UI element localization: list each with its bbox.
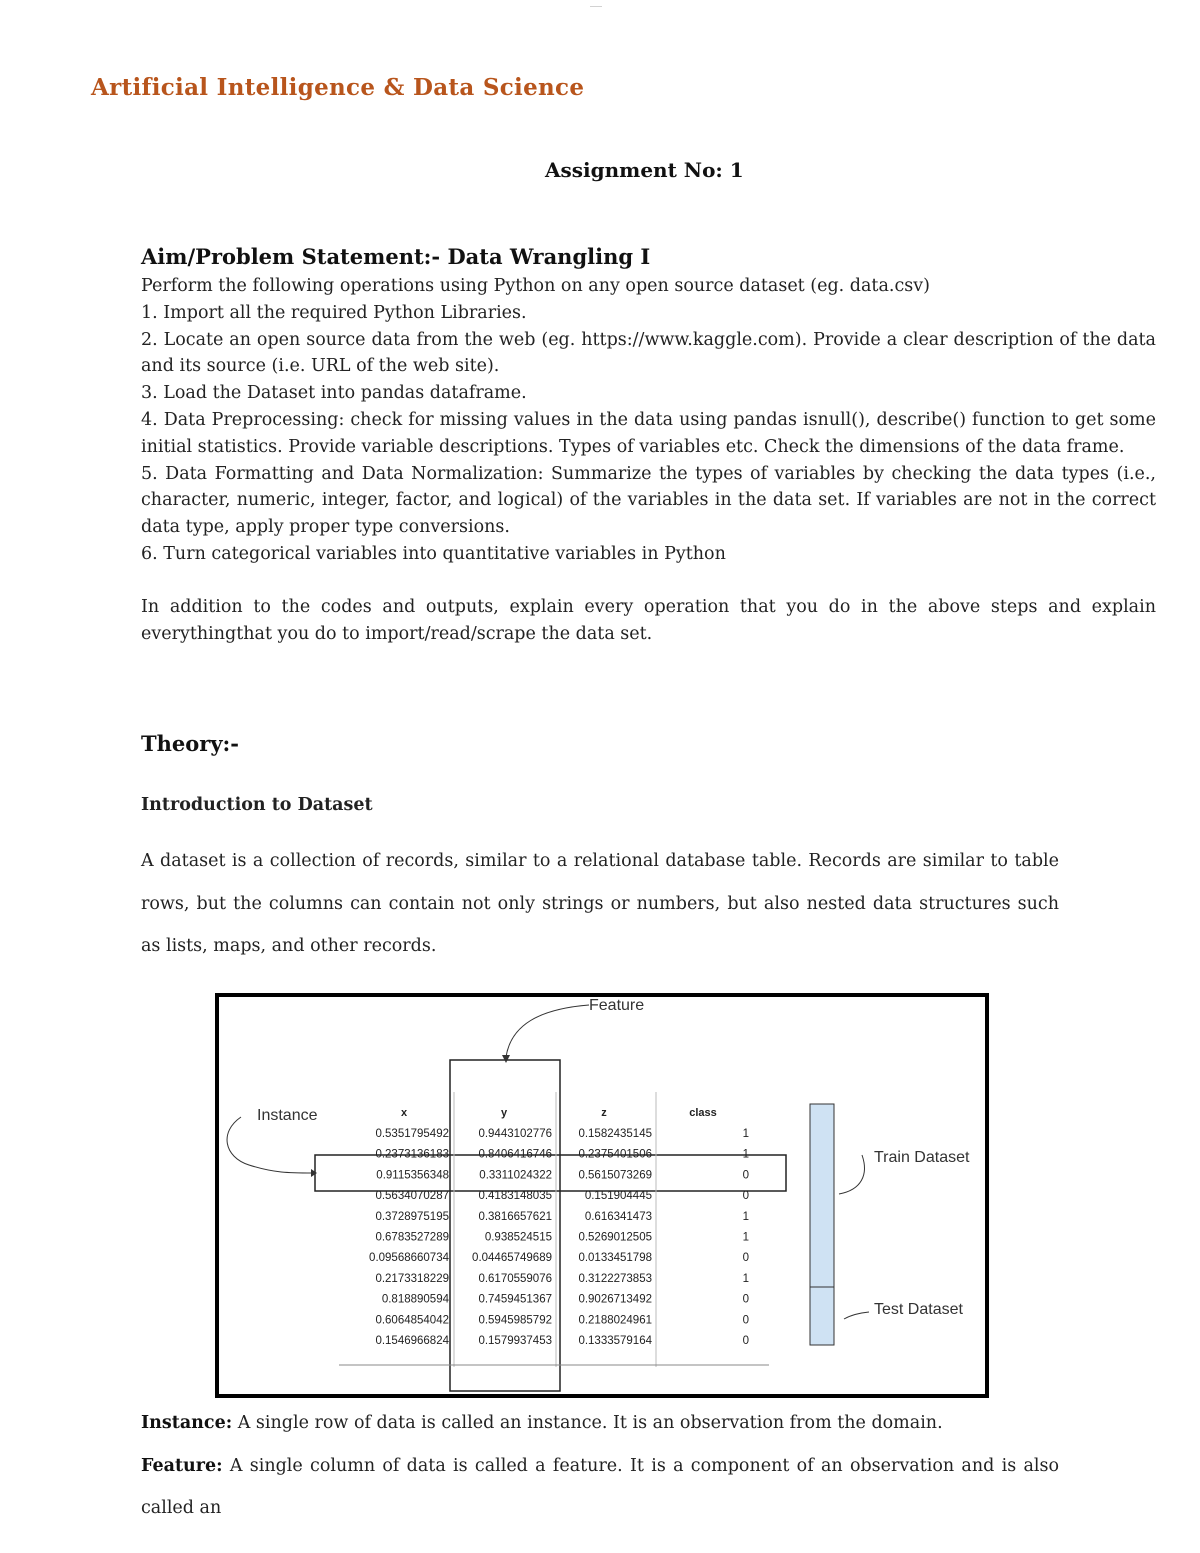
table-cell: 1	[742, 1272, 749, 1285]
table-cell: 0.3728975195	[375, 1210, 449, 1223]
table-cell: 0.5615073269	[578, 1169, 652, 1182]
table-cell: 0.9115356348	[376, 1169, 449, 1182]
table-cell: 0.5634070287	[375, 1190, 449, 1203]
table-cell: 0.3816657621	[478, 1210, 552, 1223]
table-cell: 0	[742, 1335, 749, 1347]
aim-step-2: 2. Locate an open source data from the web (eg. https://www.kaggle.com). Provide a clear description of the data and its source (i.e. URL of the web site).	[141, 329, 1156, 377]
table-cell: 0.818890594	[381, 1293, 449, 1306]
table-header-cell: class	[689, 1107, 717, 1119]
dataset-subheading: Introduction to Dataset	[141, 795, 373, 815]
table-cell: 0.2375401506	[578, 1148, 652, 1161]
table-grid	[369, 1107, 749, 1347]
instance-label: Instance	[257, 1107, 318, 1124]
table-cell: 0.8406416746	[478, 1148, 552, 1161]
table-cell: 0.1582435145	[578, 1128, 652, 1140]
aim-heading: Aim/Problem Statement:- Data Wrangling I	[141, 244, 651, 269]
definition-text: A single row of data is called an instance. It is an observation from the domain.	[232, 1413, 943, 1433]
dataset-diagram	[219, 997, 985, 1394]
table-cell: 0.09568660734	[369, 1252, 449, 1265]
table-cell: 1	[742, 1128, 749, 1140]
table-cell: 0.9026713492	[578, 1293, 652, 1306]
table-cell: 0.7459451367	[478, 1293, 552, 1306]
test-label: Test Dataset	[874, 1301, 963, 1318]
table-cell: 1	[742, 1231, 749, 1244]
table-cell: 0.5351795492	[375, 1128, 449, 1140]
table-cell: 0.3311024322	[479, 1169, 552, 1182]
instance-arrow	[227, 1117, 313, 1173]
table-header-cell: y	[500, 1107, 508, 1119]
train-label: Train Dataset	[874, 1149, 970, 1166]
assignment-title: Assignment No: 1	[545, 158, 744, 182]
test-segment	[810, 1287, 834, 1345]
definition-instance	[141, 1402, 1059, 1445]
aim-closing: In addition to the codes and outputs, explain every operation that you do in the above steps and explain everythingthat you do to import/read/scrape the data set.	[141, 596, 1156, 644]
table-cell: 0.2373136183	[375, 1148, 449, 1161]
table-cell: 0	[742, 1293, 749, 1306]
definition-text: A single column of data is called a feature. It is a component of an observation and is also called an	[141, 1455, 1059, 1518]
aim-step-4: 4. Data Preprocessing: check for missing values in the data using pandas isnull(), describe() function to get some initial statistics. Provide variable descriptions. Types of variables etc. Check the dimensions of the data frame.	[141, 409, 1156, 457]
corner-mark: ____	[590, 0, 602, 7]
feature-arrow	[506, 1005, 589, 1057]
table-header-cell: z	[601, 1107, 607, 1119]
definitions	[141, 1402, 1059, 1530]
dataset-paragraph: A dataset is a collection of records, similar to a relational database table. Records are similar to table rows, but the columns can contain not only strings or numbers, but also nested data structures such as lists, maps, and other records.	[141, 851, 1059, 956]
table-cell: 0.9443102776	[478, 1128, 552, 1140]
definition-term: Feature:	[141, 1455, 223, 1476]
test-connector	[844, 1312, 869, 1319]
table-cell: 0.2188024961	[578, 1314, 652, 1327]
table-cell: 0.3122273853	[578, 1272, 652, 1285]
table-cell: 0.1546966824	[375, 1335, 449, 1347]
aim-step-1: 1. Import all the required Python Libraries.	[141, 302, 527, 323]
table-cell: 0.04465749689	[472, 1252, 552, 1265]
table-cell: 0.5945985792	[478, 1314, 552, 1327]
table-cell: 0.1333579164	[578, 1335, 652, 1347]
table-cell: 0.6783527289	[375, 1231, 449, 1244]
table-cell: 0.1579937453	[478, 1335, 552, 1347]
table-cell: 0.6170559076	[478, 1272, 552, 1285]
train-brace	[839, 1155, 864, 1194]
table-cell: 0.938524515	[484, 1231, 552, 1244]
table-cell: 0.151904445	[584, 1190, 652, 1203]
definition-feature	[141, 1445, 1059, 1530]
table-cell: 0.5269012505	[578, 1231, 652, 1244]
table-cell: 0	[742, 1190, 749, 1203]
theory-heading: Theory:-	[141, 731, 239, 756]
instance-arrowhead	[311, 1169, 317, 1177]
aim-step-5: 5. Data Formatting and Data Normalization: Summarize the types of variables by checking the data types (i.e., character, numeric, integer, factor, and logical) of the variables in the data set. If variables are not in the correct data type, apply proper type conversions.	[141, 463, 1156, 538]
table-cell: 0	[742, 1314, 749, 1327]
table-cell: 0.616341473	[584, 1210, 652, 1223]
table-cell: 0.2173318229	[375, 1272, 449, 1285]
department-title: Artificial Intelligence & Data Science	[91, 74, 585, 101]
table-cell: 0.6064854042	[375, 1314, 449, 1327]
aim-body	[141, 273, 1156, 647]
aim-step-3: 3. Load the Dataset into pandas dataframe.	[141, 383, 527, 404]
table-cell: 0	[742, 1252, 749, 1265]
table-cell: 0	[742, 1169, 749, 1182]
dataset-figure	[215, 993, 989, 1398]
aim-intro: Perform the following operations using Python on any open source dataset (eg. data.csv)	[141, 276, 930, 296]
aim-step-6: 6. Turn categorical variables into quantitative variables in Python	[141, 543, 726, 564]
table-cell: 0.4183148035	[478, 1190, 552, 1203]
table-header-cell: x	[400, 1107, 408, 1119]
table-cell: 1	[742, 1148, 749, 1161]
table-cell: 0.0133451798	[578, 1252, 652, 1265]
feature-label: Feature	[589, 997, 645, 1014]
definition-term: Instance:	[141, 1413, 233, 1433]
train-test-bar	[810, 1104, 834, 1288]
feature-arrowhead	[502, 1055, 510, 1063]
table-cell: 1	[742, 1210, 749, 1223]
